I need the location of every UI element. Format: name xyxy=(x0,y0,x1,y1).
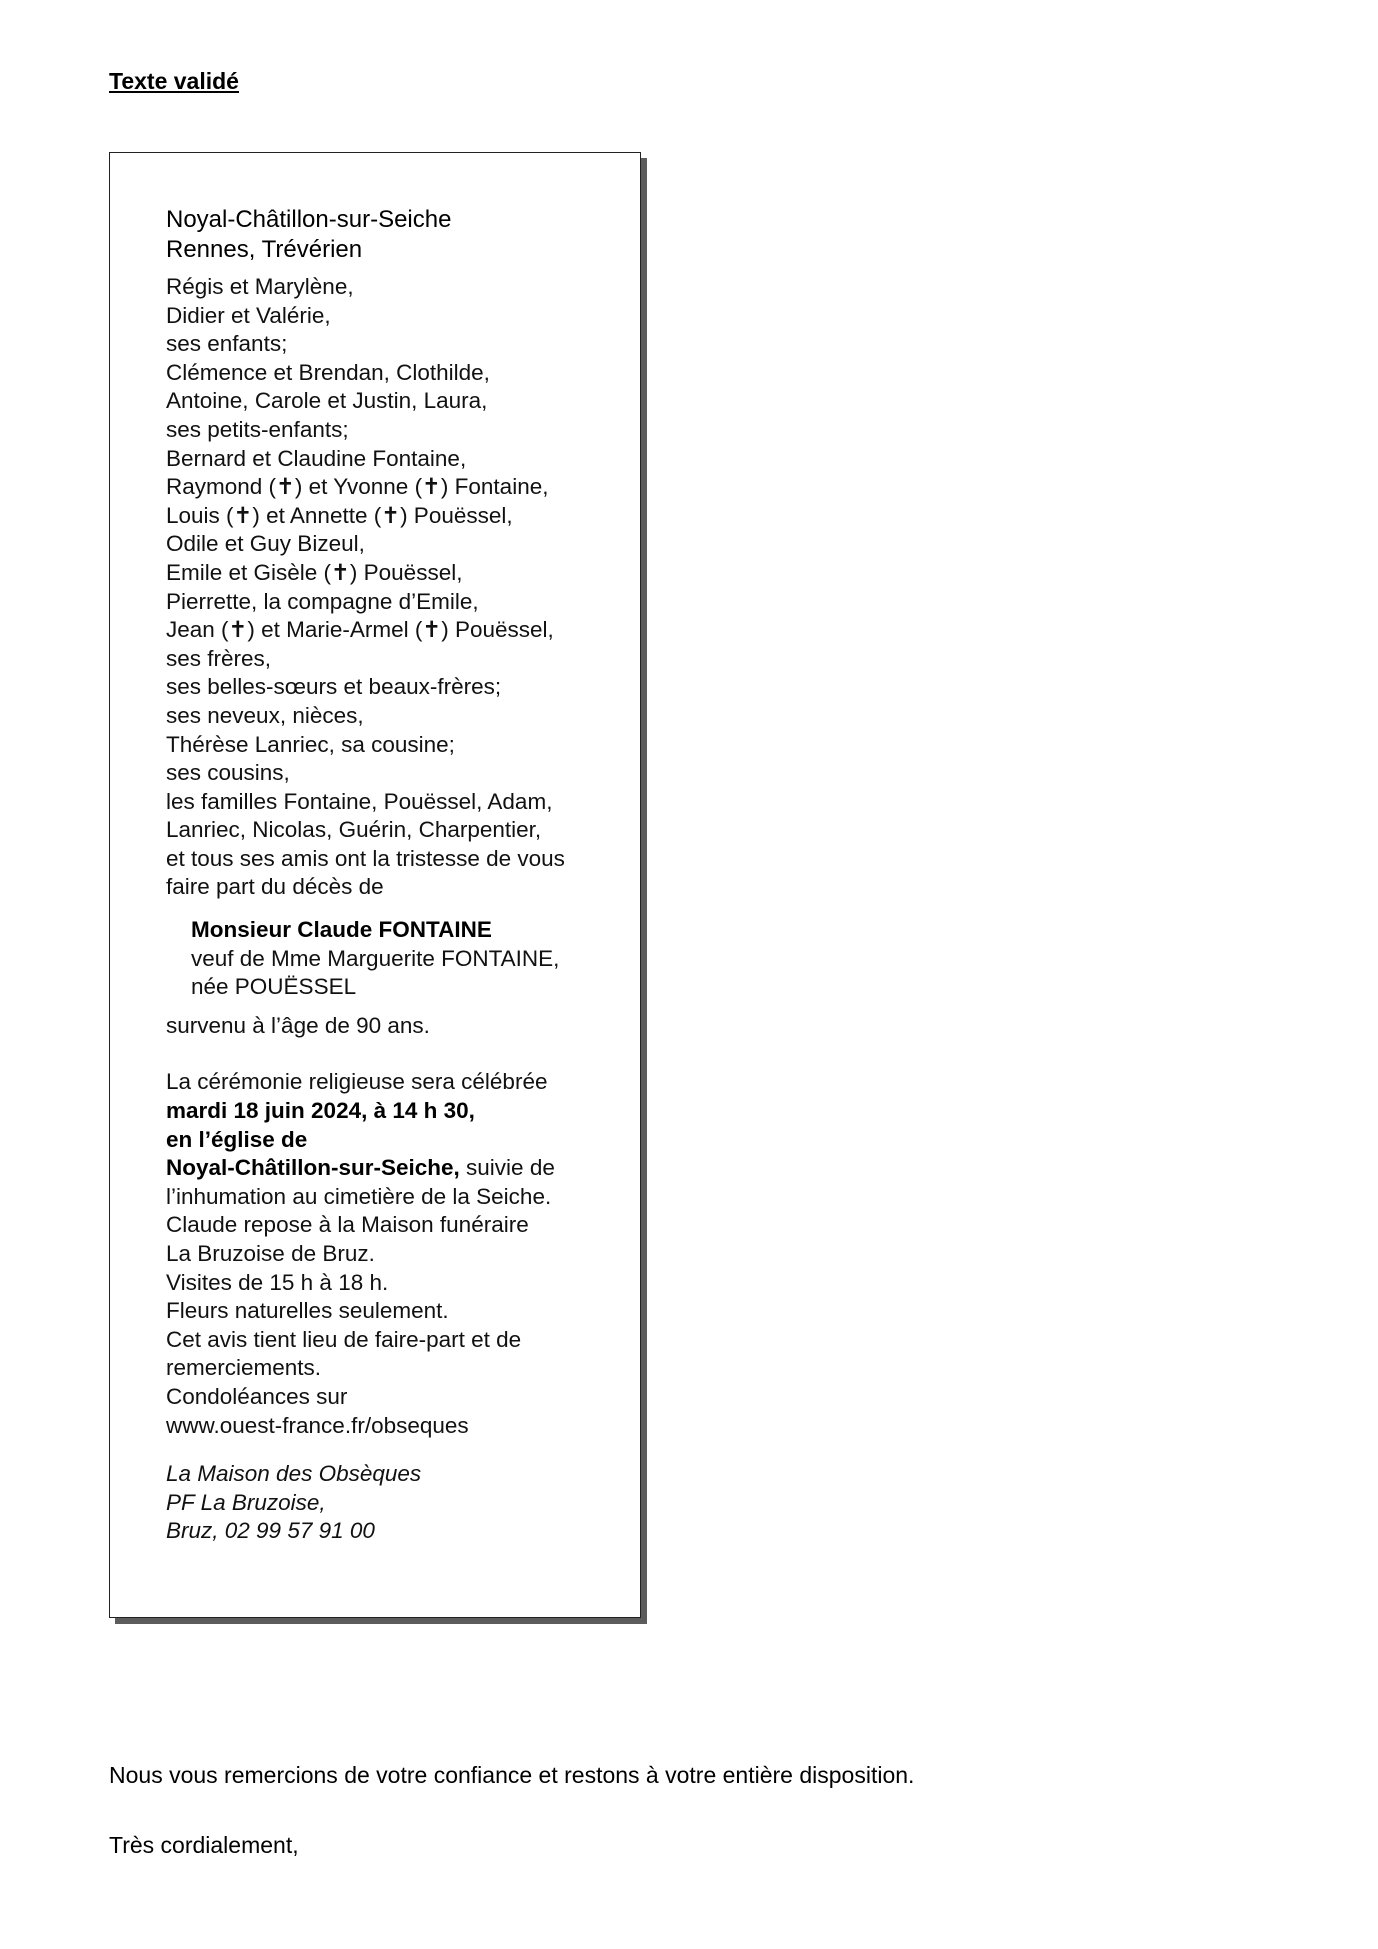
ceremony-line: La Bruzoise de Bruz. xyxy=(166,1241,375,1266)
family-line: Clémence et Brendan, Clothilde, xyxy=(166,359,490,385)
family-line: ses neveux, nièces, xyxy=(166,702,364,728)
family-line: ses enfants; xyxy=(166,331,288,357)
ceremony-line: Fleurs naturelles seulement. xyxy=(166,1298,449,1324)
family-line: ses belles-sœurs et beaux-frères; xyxy=(166,674,502,700)
family-line: Thérèse Lanriec, sa cousine; xyxy=(166,731,455,757)
family-line: faire part du décès de xyxy=(166,874,384,900)
family-line: Pierrette, la compagne d’Emile, xyxy=(166,588,479,614)
ceremony-town-suffix: suivie de xyxy=(459,1155,555,1181)
ceremony-town: Noyal-Châtillon-sur-Seiche, xyxy=(166,1155,460,1181)
funeral-home-signature xyxy=(166,1460,606,1546)
ceremony-line: remerciements. xyxy=(166,1355,322,1381)
ceremony-church: en l’église de xyxy=(166,1126,308,1152)
condolences-url: www.ouest-france.fr/obseques xyxy=(166,1412,469,1438)
family-line: Régis et Marylène, xyxy=(166,274,354,299)
signature-line: La Maison des Obsèques xyxy=(166,1461,422,1487)
signature-line: PF La Bruzoise, xyxy=(166,1489,326,1515)
family-list xyxy=(166,273,606,902)
family-line: Raymond (✝) et Yvonne (✝) Fontaine, xyxy=(166,474,549,500)
deceased-spouse-line: veuf de Mme Marguerite FONTAINE, xyxy=(191,945,560,971)
family-line: Antoine, Carole et Justin, Laura, xyxy=(166,388,488,414)
ceremony-details xyxy=(166,1068,606,1440)
ceremony-town-line xyxy=(166,1154,606,1183)
location-line: Noyal-Châtillon-sur-Seiche xyxy=(166,206,452,233)
validated-text-heading: Texte validé xyxy=(109,68,239,94)
ceremony-line: l’inhumation au cimetière de la Seiche. xyxy=(166,1183,552,1209)
deceased-maiden-line: née POUËSSEL xyxy=(191,974,357,1000)
family-line: Emile et Gisèle (✝) Pouëssel, xyxy=(166,559,463,585)
family-line: Odile et Guy Bizeul, xyxy=(166,531,365,557)
thanks-paragraph: Nous vous remercions de votre confiance et restons à votre entière disposition. xyxy=(109,1762,915,1788)
family-line: Lanriec, Nicolas, Guérin, Charpentier, xyxy=(166,817,542,843)
ceremony-line: Claude repose à la Maison funéraire xyxy=(166,1212,529,1238)
deceased-block xyxy=(191,916,606,1002)
family-line: ses cousins, xyxy=(166,760,290,786)
ceremony-intro: La cérémonie religieuse sera célébrée xyxy=(166,1069,548,1095)
family-line: Didier et Valérie, xyxy=(166,302,331,328)
ceremony-line: Condoléances sur xyxy=(166,1383,348,1409)
family-line: les familles Fontaine, Pouëssel, Adam, xyxy=(166,788,553,814)
ceremony-date-time: mardi 18 juin 2024, à 14 h 30, xyxy=(166,1098,475,1124)
family-line: ses petits-enfants; xyxy=(166,416,349,442)
location-line: Rennes, Trévérien xyxy=(166,236,363,263)
obituary-content xyxy=(166,205,606,1546)
age-line: survenu à l’âge de 90 ans. xyxy=(166,1012,430,1038)
spacer xyxy=(166,1040,606,1068)
family-line: et tous ses amis ont la tristesse de vous xyxy=(166,845,565,871)
family-line: ses frères, xyxy=(166,645,272,671)
ceremony-line: Visites de 15 h à 18 h. xyxy=(166,1269,389,1295)
family-line: Bernard et Claudine Fontaine, xyxy=(166,445,467,471)
obituary-notice xyxy=(109,152,641,1618)
family-line: Louis (✝) et Annette (✝) Pouëssel, xyxy=(166,502,513,528)
closing-paragraph: Très cordialement, xyxy=(109,1832,299,1858)
ceremony-line: Cet avis tient lieu de faire-part et de xyxy=(166,1326,522,1352)
notice-locations xyxy=(166,205,606,265)
family-line: Jean (✝) et Marie-Armel (✝) Pouëssel, xyxy=(166,617,554,643)
deceased-name: Monsieur Claude FONTAINE xyxy=(191,917,492,943)
signature-line: Bruz, 02 99 57 91 00 xyxy=(166,1518,375,1544)
